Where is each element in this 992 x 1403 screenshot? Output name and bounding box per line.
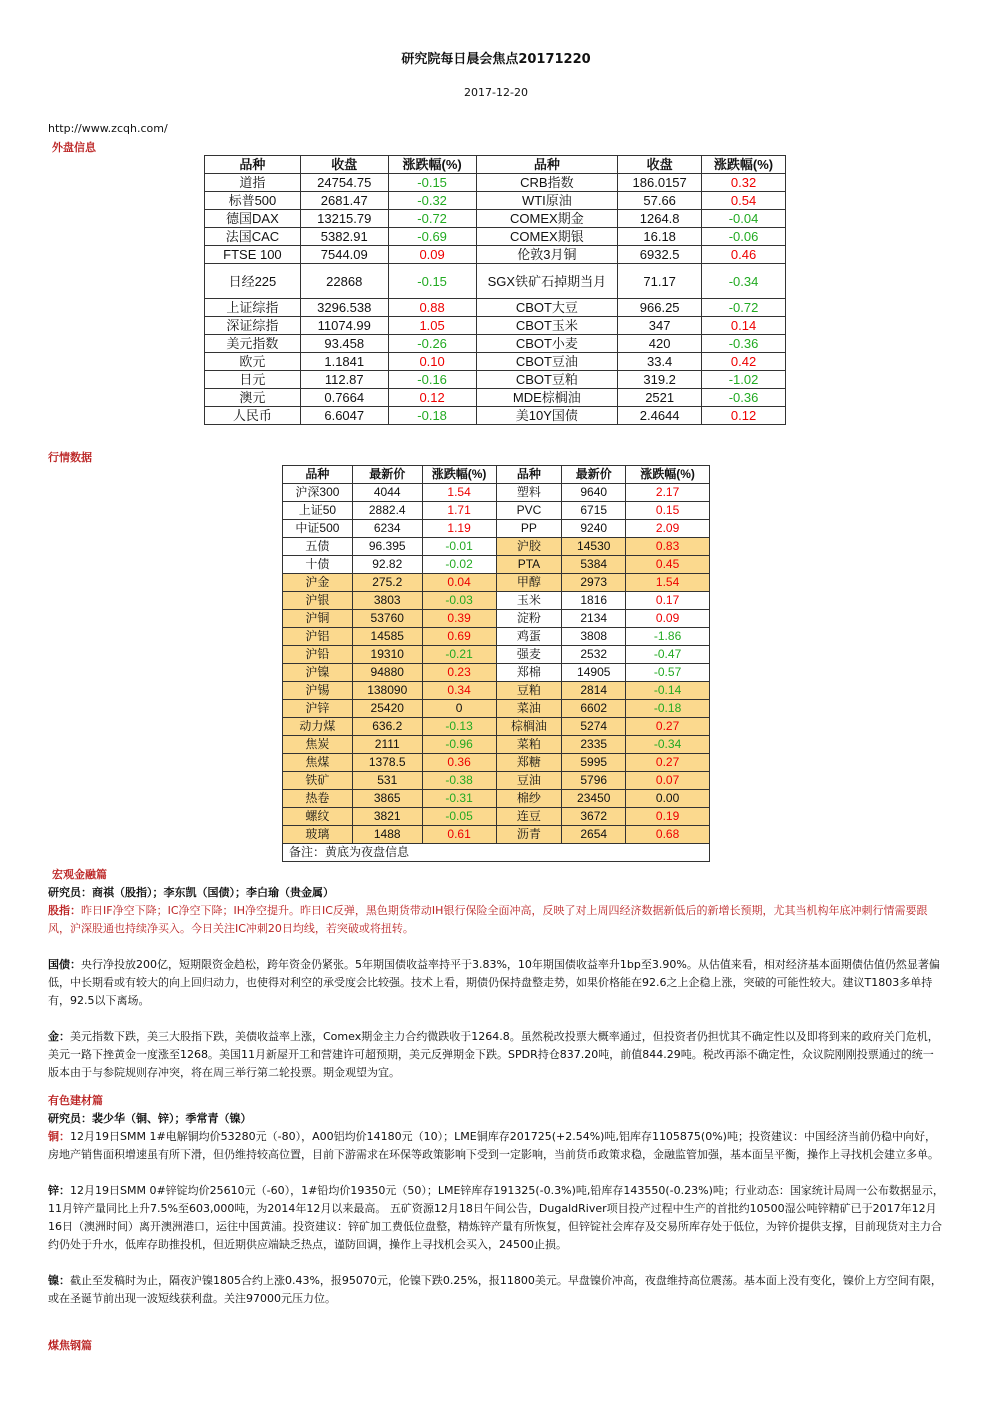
change-percent: -0.96 bbox=[422, 736, 496, 754]
close-value: 186.0157 bbox=[618, 174, 702, 192]
instrument-name: 沪镍 bbox=[283, 664, 353, 682]
table-row bbox=[205, 210, 786, 228]
table-header-row bbox=[283, 466, 710, 484]
report-date: 2017-12-20 bbox=[464, 86, 528, 99]
macro-section bbox=[48, 866, 944, 1082]
change-percent: -0.02 bbox=[422, 556, 496, 574]
change-percent: -0.05 bbox=[422, 808, 496, 826]
change-percent: 0.61 bbox=[422, 826, 496, 844]
change-percent: -0.34 bbox=[702, 264, 786, 299]
latest-price: 96.395 bbox=[352, 538, 422, 556]
table-row bbox=[283, 556, 710, 574]
change-percent: 0.19 bbox=[626, 808, 710, 826]
latest-price: 9640 bbox=[562, 484, 626, 502]
instrument-name: 沪铜 bbox=[283, 610, 353, 628]
latest-price: 275.2 bbox=[352, 574, 422, 592]
column-header: 涨跌幅(%) bbox=[388, 156, 476, 174]
zinc-paragraph bbox=[48, 1182, 944, 1254]
latest-price: 14530 bbox=[562, 538, 626, 556]
close-value: 2681.47 bbox=[300, 192, 388, 210]
close-value: 57.66 bbox=[618, 192, 702, 210]
instrument-name: 日经225 bbox=[205, 264, 301, 299]
bond-text: 央行净投放200亿，短期限资金趋松，跨年资金仍紧张。5年期国债收益率持平于3.83%，10年期国债收益率升1bp至3.90%。从估值来看，相对经济基本面期债估值仍然显著偏低，中长期看或有较大的向上回归动力，也使得对利空的承受度会比较强。技术上看，期债仍保持盘整走势，如果价格能在92.6之上企稳上涨，突破的可能性较大。建议T1803多单持有，92.5以下离场。 bbox=[48, 958, 940, 1007]
instrument-name: 焦煤 bbox=[283, 754, 353, 772]
instrument-name: 棕榈油 bbox=[496, 718, 562, 736]
change-percent: -0.38 bbox=[422, 772, 496, 790]
change-percent: 0.88 bbox=[388, 299, 476, 317]
latest-price: 2134 bbox=[562, 610, 626, 628]
change-percent: 1.54 bbox=[626, 574, 710, 592]
latest-price: 138090 bbox=[352, 682, 422, 700]
instrument-name: 螺纹 bbox=[283, 808, 353, 826]
change-percent: -0.15 bbox=[388, 174, 476, 192]
change-percent: -0.16 bbox=[388, 371, 476, 389]
copper-paragraph bbox=[48, 1128, 944, 1164]
close-value: 1264.8 bbox=[618, 210, 702, 228]
latest-price: 531 bbox=[352, 772, 422, 790]
instrument-name: 豆粕 bbox=[496, 682, 562, 700]
change-percent: -0.04 bbox=[702, 210, 786, 228]
macro-researchers: 研究员：商祺（股指）；李东凯（国债）；李白瑜（贵金属） bbox=[48, 886, 334, 899]
instrument-name: 动力煤 bbox=[283, 718, 353, 736]
latest-price: 9240 bbox=[562, 520, 626, 538]
instrument-name: PVC bbox=[496, 502, 562, 520]
change-percent: -0.15 bbox=[388, 264, 476, 299]
table-row bbox=[205, 407, 786, 425]
change-percent: -0.36 bbox=[702, 335, 786, 353]
table-row bbox=[283, 664, 710, 682]
latest-price: 1378.5 bbox=[352, 754, 422, 772]
bond-lead: 国债： bbox=[48, 958, 81, 971]
section-external-label: 外盘信息 bbox=[52, 141, 96, 154]
instrument-name: 标普500 bbox=[205, 192, 301, 210]
close-value: 16.18 bbox=[618, 228, 702, 246]
change-percent: -1.86 bbox=[626, 628, 710, 646]
latest-price: 53760 bbox=[352, 610, 422, 628]
latest-price: 19310 bbox=[352, 646, 422, 664]
table-row bbox=[283, 826, 710, 844]
instrument-name: 玻璃 bbox=[283, 826, 353, 844]
change-percent: -0.06 bbox=[702, 228, 786, 246]
change-percent: 1.05 bbox=[388, 317, 476, 335]
external-market-table bbox=[204, 155, 786, 425]
instrument-name: MDE棕榈油 bbox=[476, 389, 618, 407]
latest-price: 3803 bbox=[352, 592, 422, 610]
instrument-name: COMEX期金 bbox=[476, 210, 618, 228]
table-row bbox=[283, 628, 710, 646]
close-value: 33.4 bbox=[618, 353, 702, 371]
column-header: 品种 bbox=[496, 466, 562, 484]
instrument-name: CBOT豆粕 bbox=[476, 371, 618, 389]
change-percent: -0.72 bbox=[702, 299, 786, 317]
change-percent: 0.46 bbox=[702, 246, 786, 264]
instrument-name: 菜油 bbox=[496, 700, 562, 718]
table-row bbox=[283, 808, 710, 826]
change-percent: -0.36 bbox=[702, 389, 786, 407]
latest-price: 94880 bbox=[352, 664, 422, 682]
latest-price: 14905 bbox=[562, 664, 626, 682]
close-value: 11074.99 bbox=[300, 317, 388, 335]
nickel-paragraph bbox=[48, 1272, 944, 1308]
change-percent: 0.12 bbox=[702, 407, 786, 425]
instrument-name: CBOT小麦 bbox=[476, 335, 618, 353]
stock-text: 昨日IF净空下降；IC净空下降；IH净空提升。昨日IC反弹，黑色期货带动IH银行保险全面冲高，反映了对上周四经济数据新低后的新增长预期，尤其当机构年底冲刺行情需要跟风，沪深股通也持续净买入。今日关注IC冲刺20日均线，若突破或将扭转。 bbox=[48, 904, 928, 935]
change-percent: 0.15 bbox=[626, 502, 710, 520]
change-percent: 2.09 bbox=[626, 520, 710, 538]
change-percent: -0.03 bbox=[422, 592, 496, 610]
change-percent: 0.09 bbox=[626, 610, 710, 628]
latest-price: 3672 bbox=[562, 808, 626, 826]
latest-price: 5384 bbox=[562, 556, 626, 574]
latest-price: 6715 bbox=[562, 502, 626, 520]
change-percent: -0.18 bbox=[626, 700, 710, 718]
latest-price: 5995 bbox=[562, 754, 626, 772]
instrument-name: 豆油 bbox=[496, 772, 562, 790]
instrument-name: 深证综指 bbox=[205, 317, 301, 335]
latest-price: 3821 bbox=[352, 808, 422, 826]
table-row bbox=[205, 353, 786, 371]
change-percent: 0.14 bbox=[702, 317, 786, 335]
section-coal-steel-label: 煤焦钢篇 bbox=[48, 1339, 92, 1352]
instrument-name: COMEX期银 bbox=[476, 228, 618, 246]
instrument-name: 美元指数 bbox=[205, 335, 301, 353]
stock-lead: 股指： bbox=[48, 904, 81, 917]
column-header: 品种 bbox=[205, 156, 301, 174]
change-percent: 0.17 bbox=[626, 592, 710, 610]
latest-price: 636.2 bbox=[352, 718, 422, 736]
table-row bbox=[205, 228, 786, 246]
change-percent: 2.17 bbox=[626, 484, 710, 502]
table-row bbox=[205, 317, 786, 335]
table-row bbox=[283, 682, 710, 700]
instrument-name: 鸡蛋 bbox=[496, 628, 562, 646]
close-value: 6.6047 bbox=[300, 407, 388, 425]
close-value: 0.7664 bbox=[300, 389, 388, 407]
table-row bbox=[205, 299, 786, 317]
instrument-name: 焦炭 bbox=[283, 736, 353, 754]
table-row bbox=[283, 502, 710, 520]
column-header: 最新价 bbox=[352, 466, 422, 484]
table-row bbox=[283, 574, 710, 592]
instrument-name: 中证500 bbox=[283, 520, 353, 538]
latest-price: 14585 bbox=[352, 628, 422, 646]
zinc-lead: 锌： bbox=[48, 1184, 70, 1197]
latest-price: 4044 bbox=[352, 484, 422, 502]
metals-researchers: 研究员：裴少华（铜、锌）；季常青（镍） bbox=[48, 1112, 252, 1125]
close-value: 22868 bbox=[300, 264, 388, 299]
change-percent: 0.68 bbox=[626, 826, 710, 844]
table-header-row bbox=[205, 156, 786, 174]
latest-price: 92.82 bbox=[352, 556, 422, 574]
latest-price: 2654 bbox=[562, 826, 626, 844]
instrument-name: 澳元 bbox=[205, 389, 301, 407]
instrument-name: 郑棉 bbox=[496, 664, 562, 682]
close-value: 420 bbox=[618, 335, 702, 353]
change-percent: 0.34 bbox=[422, 682, 496, 700]
change-percent: 1.19 bbox=[422, 520, 496, 538]
latest-price: 2973 bbox=[562, 574, 626, 592]
instrument-name: 沪胶 bbox=[496, 538, 562, 556]
close-value: 71.17 bbox=[618, 264, 702, 299]
instrument-name: 上证综指 bbox=[205, 299, 301, 317]
table-row bbox=[205, 389, 786, 407]
close-value: 112.87 bbox=[300, 371, 388, 389]
instrument-name: 十债 bbox=[283, 556, 353, 574]
latest-price: 25420 bbox=[352, 700, 422, 718]
change-percent: 0.09 bbox=[388, 246, 476, 264]
change-percent: 0.32 bbox=[702, 174, 786, 192]
instrument-name: 美10Y国债 bbox=[476, 407, 618, 425]
gold-text: 美元指数下跌，美三大股指下跌，美债收益率上涨，Comex期金主力合约微跌收于1264.8。虽然税改投票大概率通过，但投资者仍担忧其不确定性以及即将到来的政府关门危机，美元一路下挫黄金一度涨至1268。美国11月新屋开工和营建许可超预期，美元反弹期金下跌。SPDR持仓837.20吨，前值844.29吨。税改再添不确定性，众议院刚刚投票通过的统一版本由于与参院规则存冲突，将在周三举行第二轮投票。期金观望为宜。 bbox=[48, 1030, 939, 1079]
column-header: 涨跌幅(%) bbox=[626, 466, 710, 484]
nickel-lead: 镍： bbox=[48, 1274, 70, 1287]
table-row bbox=[283, 772, 710, 790]
change-percent: 0.23 bbox=[422, 664, 496, 682]
table-row bbox=[283, 610, 710, 628]
instrument-name: 沪银 bbox=[283, 592, 353, 610]
change-percent: -0.14 bbox=[626, 682, 710, 700]
column-header: 品种 bbox=[283, 466, 353, 484]
table-row bbox=[283, 700, 710, 718]
latest-price: 3808 bbox=[562, 628, 626, 646]
latest-price: 3865 bbox=[352, 790, 422, 808]
close-value: 24754.75 bbox=[300, 174, 388, 192]
section-macro-label: 宏观金融篇 bbox=[52, 868, 107, 881]
instrument-name: 伦敦3月铜 bbox=[476, 246, 618, 264]
section-metals-label: 有色建材篇 bbox=[48, 1094, 103, 1107]
change-percent: -0.18 bbox=[388, 407, 476, 425]
nickel-text: 截止至发稿时为止，隔夜沪镍1805合约上涨0.43%，报95070元，伦镍下跌0.25%，报11800美元。早盘镍价冲高，夜盘维持高位震荡。基本面上没有变化，镍价上方空间有限，或在圣诞节前出现一波短线获利盘。关注97000元压力位。 bbox=[48, 1274, 942, 1305]
instrument-name: 淀粉 bbox=[496, 610, 562, 628]
instrument-name: 玉米 bbox=[496, 592, 562, 610]
change-percent: -0.26 bbox=[388, 335, 476, 353]
gold-lead: 金： bbox=[48, 1030, 70, 1043]
zinc-text: 12月19日SMM 0#锌锭均价25610元（-60），1#铅均价19350元（50）；LME锌库存191325(-0.3%)吨,铅库存143550(-0.23%)吨；行业动态：国家统计局周一公布数据显示，11月锌产量同比上升7.5%至603,000吨，为2014年12月以来最高。 五矿资源12月18日午间公告，DugaldRiver项目投产过程中生产的首批约10500湿公吨锌精矿已于2017年12月16日（澳洲时间）离开澳洲港口，运往中国黄浦。投资建议：锌矿加工费低位盘整，精炼锌产量有所恢复，但锌锭社会库存及交易所库存处于低位，为锌价提供支撑，目前现货对主力合约仍处于升水，低库存助推投机，但近期供应端缺乏热点，谨防回调，操作上寻找机会买入，24500止损。 bbox=[48, 1184, 944, 1251]
close-value: 5382.91 bbox=[300, 228, 388, 246]
section-market-label: 行情数据 bbox=[48, 451, 92, 464]
instrument-name: 五债 bbox=[283, 538, 353, 556]
instrument-name: PP bbox=[496, 520, 562, 538]
change-percent: -0.57 bbox=[626, 664, 710, 682]
instrument-name: 沪深300 bbox=[283, 484, 353, 502]
column-header: 收盘 bbox=[300, 156, 388, 174]
instrument-name: PTA bbox=[496, 556, 562, 574]
change-percent: 0.00 bbox=[626, 790, 710, 808]
table-note: 备注：黄底为夜盘信息 bbox=[283, 844, 710, 862]
change-percent: 0.54 bbox=[702, 192, 786, 210]
change-percent: -0.72 bbox=[388, 210, 476, 228]
close-value: 3296.538 bbox=[300, 299, 388, 317]
close-value: 1.1841 bbox=[300, 353, 388, 371]
table-row bbox=[205, 335, 786, 353]
column-header: 最新价 bbox=[562, 466, 626, 484]
gold-paragraph bbox=[48, 1028, 944, 1082]
table-row bbox=[205, 371, 786, 389]
change-percent: -0.21 bbox=[422, 646, 496, 664]
instrument-name: 沪铅 bbox=[283, 646, 353, 664]
instrument-name: CBOT玉米 bbox=[476, 317, 618, 335]
instrument-name: 甲醇 bbox=[496, 574, 562, 592]
instrument-name: 沪铝 bbox=[283, 628, 353, 646]
instrument-name: 沪金 bbox=[283, 574, 353, 592]
market-data-table bbox=[282, 465, 710, 862]
table-row bbox=[283, 538, 710, 556]
table-row bbox=[205, 174, 786, 192]
change-percent: -0.01 bbox=[422, 538, 496, 556]
instrument-name: 道指 bbox=[205, 174, 301, 192]
change-percent: 0.45 bbox=[626, 556, 710, 574]
instrument-name: 欧元 bbox=[205, 353, 301, 371]
change-percent: 0 bbox=[422, 700, 496, 718]
bond-paragraph bbox=[48, 956, 944, 1010]
instrument-name: 德国DAX bbox=[205, 210, 301, 228]
change-percent: 1.71 bbox=[422, 502, 496, 520]
latest-price: 2111 bbox=[352, 736, 422, 754]
latest-price: 2814 bbox=[562, 682, 626, 700]
table-row bbox=[283, 736, 710, 754]
instrument-name: FTSE 100 bbox=[205, 246, 301, 264]
close-value: 13215.79 bbox=[300, 210, 388, 228]
metals-section bbox=[48, 1092, 944, 1308]
change-percent: -1.02 bbox=[702, 371, 786, 389]
page-title: 研究院每日晨会焦点20171220 bbox=[401, 52, 591, 67]
instrument-name: 沪锡 bbox=[283, 682, 353, 700]
change-percent: 0.83 bbox=[626, 538, 710, 556]
instrument-name: 日元 bbox=[205, 371, 301, 389]
column-header: 收盘 bbox=[618, 156, 702, 174]
table-row bbox=[283, 754, 710, 772]
table-row bbox=[283, 592, 710, 610]
close-value: 2.4644 bbox=[618, 407, 702, 425]
latest-price: 2882.4 bbox=[352, 502, 422, 520]
latest-price: 23450 bbox=[562, 790, 626, 808]
latest-price: 2532 bbox=[562, 646, 626, 664]
copper-text: 12月19日SMM 1#电解铜均价53280元（-80），A00铝均价14180元（10）；LME铜库存201725(+2.54%)吨,铝库存1105875(0%)吨；投资建议：中国经济当前仍稳中向好，房地产销售面积增速虽有所下滑，但仍维持较高位置，目前下游需求在环保等政策影响下受到一定影响，当前货币政策求稳，金融监管加强，基本面呈平衡，操作上寻找机会建立多单。 bbox=[48, 1130, 939, 1161]
latest-price: 6234 bbox=[352, 520, 422, 538]
change-percent: -0.69 bbox=[388, 228, 476, 246]
latest-price: 5796 bbox=[562, 772, 626, 790]
instrument-name: 塑料 bbox=[496, 484, 562, 502]
table-row bbox=[283, 790, 710, 808]
instrument-name: 铁矿 bbox=[283, 772, 353, 790]
change-percent: -0.31 bbox=[422, 790, 496, 808]
change-percent: 1.54 bbox=[422, 484, 496, 502]
instrument-name: CBOT大豆 bbox=[476, 299, 618, 317]
instrument-name: 连豆 bbox=[496, 808, 562, 826]
table-row bbox=[205, 192, 786, 210]
instrument-name: 菜粕 bbox=[496, 736, 562, 754]
column-header: 涨跌幅(%) bbox=[702, 156, 786, 174]
table-row bbox=[283, 520, 710, 538]
change-percent: 0.36 bbox=[422, 754, 496, 772]
instrument-name: 沥青 bbox=[496, 826, 562, 844]
copper-lead: 铜： bbox=[48, 1130, 70, 1143]
change-percent: -0.47 bbox=[626, 646, 710, 664]
column-header: 品种 bbox=[476, 156, 618, 174]
table-row bbox=[283, 646, 710, 664]
change-percent: 0.27 bbox=[626, 718, 710, 736]
latest-price: 1488 bbox=[352, 826, 422, 844]
latest-price: 1816 bbox=[562, 592, 626, 610]
close-value: 93.458 bbox=[300, 335, 388, 353]
change-percent: 0.42 bbox=[702, 353, 786, 371]
close-value: 347 bbox=[618, 317, 702, 335]
change-percent: -0.13 bbox=[422, 718, 496, 736]
change-percent: 0.07 bbox=[626, 772, 710, 790]
instrument-name: SGX铁矿石掉期当月 bbox=[476, 264, 618, 299]
latest-price: 2335 bbox=[562, 736, 626, 754]
instrument-name: 棉纱 bbox=[496, 790, 562, 808]
change-percent: 0.12 bbox=[388, 389, 476, 407]
change-percent: 0.04 bbox=[422, 574, 496, 592]
change-percent: 0.10 bbox=[388, 353, 476, 371]
change-percent: 0.39 bbox=[422, 610, 496, 628]
close-value: 6932.5 bbox=[618, 246, 702, 264]
change-percent: -0.34 bbox=[626, 736, 710, 754]
table-note-row bbox=[283, 844, 710, 862]
close-value: 7544.09 bbox=[300, 246, 388, 264]
instrument-name: WTI原油 bbox=[476, 192, 618, 210]
change-percent: 0.69 bbox=[422, 628, 496, 646]
latest-price: 5274 bbox=[562, 718, 626, 736]
instrument-name: 郑糖 bbox=[496, 754, 562, 772]
table-row bbox=[283, 484, 710, 502]
instrument-name: 沪锌 bbox=[283, 700, 353, 718]
column-header: 涨跌幅(%) bbox=[422, 466, 496, 484]
instrument-name: CBOT豆油 bbox=[476, 353, 618, 371]
website-link[interactable]: http://www.zcqh.com/ bbox=[48, 122, 168, 135]
table-row bbox=[205, 246, 786, 264]
instrument-name: 法国CAC bbox=[205, 228, 301, 246]
table-row bbox=[205, 264, 786, 299]
stock-index-paragraph bbox=[48, 902, 944, 938]
latest-price: 6602 bbox=[562, 700, 626, 718]
close-value: 319.2 bbox=[618, 371, 702, 389]
instrument-name: 强麦 bbox=[496, 646, 562, 664]
instrument-name: 人民币 bbox=[205, 407, 301, 425]
instrument-name: 热卷 bbox=[283, 790, 353, 808]
table-row bbox=[283, 718, 710, 736]
change-percent: -0.32 bbox=[388, 192, 476, 210]
instrument-name: CRB指数 bbox=[476, 174, 618, 192]
change-percent: 0.27 bbox=[626, 754, 710, 772]
close-value: 966.25 bbox=[618, 299, 702, 317]
instrument-name: 上证50 bbox=[283, 502, 353, 520]
close-value: 2521 bbox=[618, 389, 702, 407]
